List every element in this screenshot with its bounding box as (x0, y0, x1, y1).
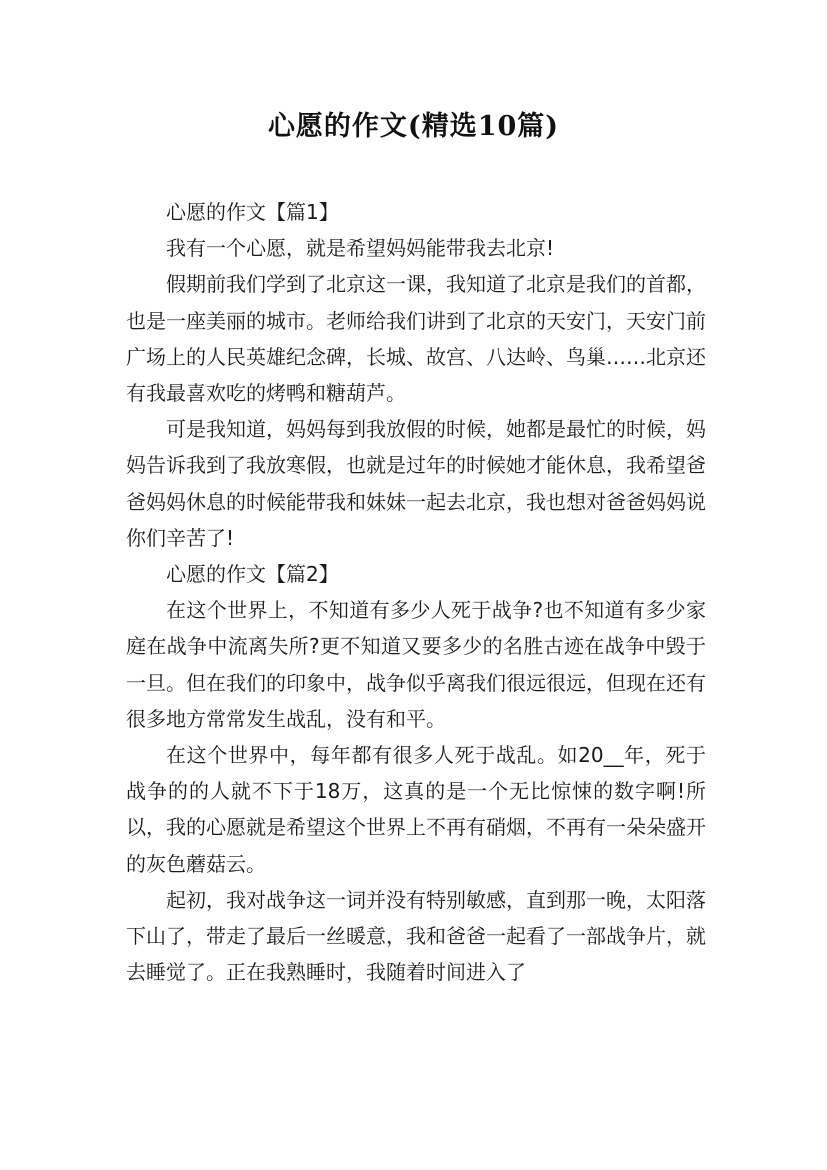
section-heading: 心愿的作文【篇2】 (166, 562, 339, 587)
document-title: 心愿的作文(精选10篇) (267, 111, 560, 142)
paragraph: 在这个世界中，每年都有很多人死于战乱。如20__年，死于战争的的人就不下于18万，这真的是一个无比惊悚的数字啊!所以，我的心愿就是希望这个世界上不再有硝烟，不再有一朵朵盛开的灰色蘑菇云。 (126, 743, 706, 876)
paragraph: 起初，我对战争这一词并没有特别敏感，直到那一晚，太阳落下山了，带走了最后一丝暖意，我和爸爸一起看了一部战争片，就去睡觉了。正在我熟睡时，我随着时间进入了 (126, 887, 706, 985)
paragraph: 在这个世界上，不知道有多少人死于战争?也不知道有多少家庭在战争中流离失所?更不知道又要多少的名胜古迹在战争中毁于一旦。但在我们的印象中，战争似乎离我们很远很远，但现在还有很多地方常常发生战乱，没有和平。 (126, 598, 706, 731)
paragraph: 假期前我们学到了北京这一课，我知道了北京是我们的首都，也是一座美丽的城市。老师给我们讲到了北京的天安门，天安门前广场上的人民英雄纪念碑，长城、故宫、八达岭、鸟巢……北京还有我最喜欢吃的烤鸭和糖葫芦。 (126, 272, 706, 406)
section-heading: 心愿的作文【篇1】 (166, 200, 339, 224)
paragraph: 可是我知道，妈妈每到我放假的时候，她都是最忙的时候，妈妈告诉我到了我放寒假，也就是过年的时候她才能休息，我希望爸爸妈妈休息的时候能带我和妹妹一起去北京，我也想对爸爸妈妈说你们辛苦了! (126, 417, 706, 550)
document-body (126, 194, 706, 990)
paragraph: 我有一个心愿，就是希望妈妈能带我去北京! (166, 236, 555, 261)
